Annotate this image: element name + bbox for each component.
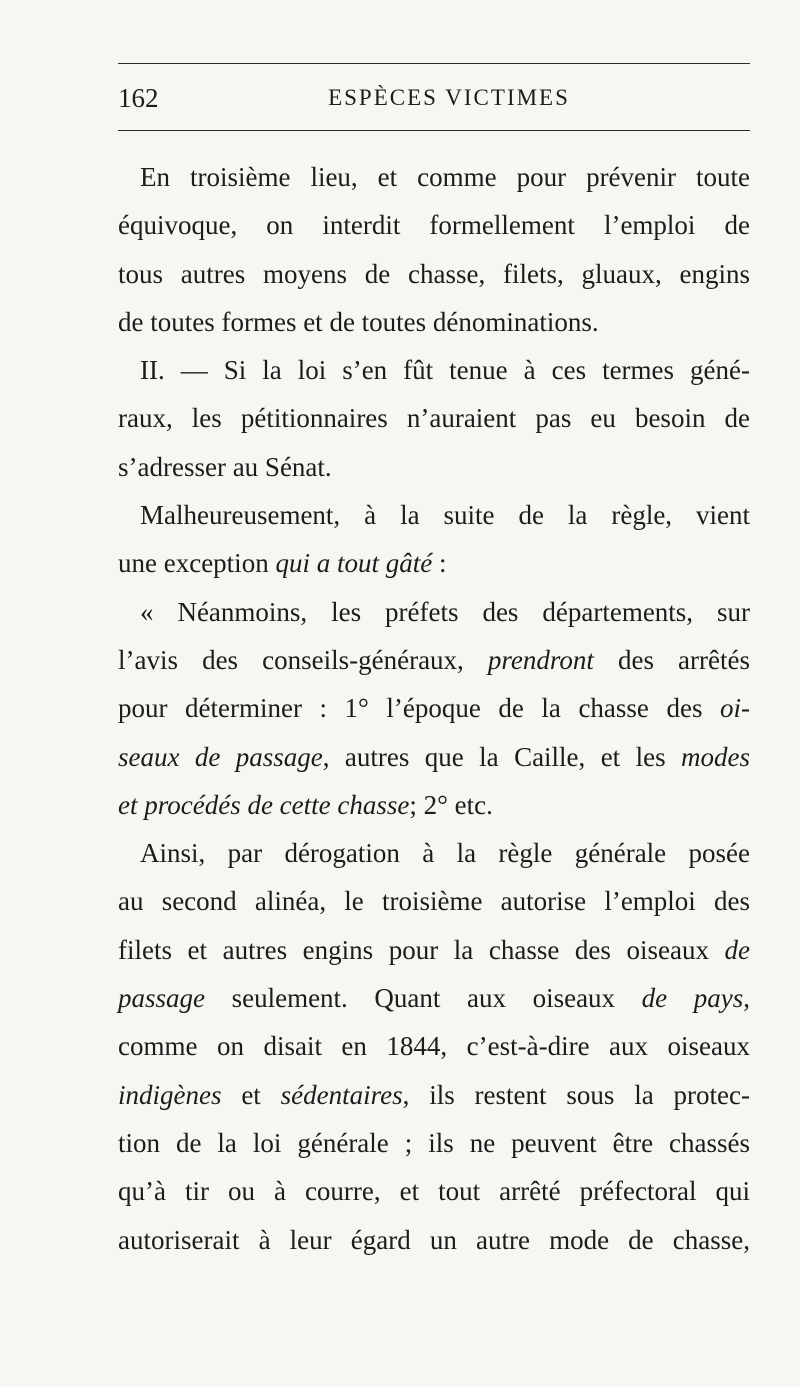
text-line: II. — Si la loi s’en fût tenue à ces termes géné- [140, 355, 750, 386]
text-line: équivoque, on interdit formellement l’emploi de [118, 210, 750, 241]
page-header [118, 76, 750, 120]
running-title: ESPÈCES VICTIMES [328, 85, 570, 110]
text-line: tion de la loi générale ; ils ne peuvent être chassés [118, 1127, 750, 1158]
top-rule [118, 63, 750, 64]
text-line: de toutes formes et de toutes dénominations. [118, 306, 599, 337]
text-line: comme on disait en 1844, c’est-à-dire aux oiseaux [118, 1031, 750, 1062]
text-line: Malheureusement, à la suite de la règle, vient [140, 500, 750, 531]
text-line: et procédés de cette chasse; 2° etc. [118, 789, 493, 820]
text-line: l’avis des conseils-généraux, prendront des arrêtés [118, 644, 750, 675]
text-line: pour déterminer : 1° l’époque de la chasse des oi- [118, 693, 750, 724]
header-rule [118, 130, 750, 131]
text-line: autoriserait à leur égard un autre mode de chasse, [118, 1224, 750, 1255]
page-number: 162 [118, 83, 159, 113]
text-line: au second alinéa, le troisième autorise l’emploi des [118, 886, 750, 917]
body-text [118, 153, 750, 1264]
text-line: raux, les pétitionnaires n’auraient pas eu besoin de [118, 403, 750, 434]
text-line: « Néanmoins, les préfets des départements, sur [140, 596, 750, 627]
text-line: filets et autres engins pour la chasse des oiseaux de [118, 934, 750, 965]
text-line: s’adresser au Sénat. [118, 451, 332, 482]
text-line: qu’à tir ou à courre, et tout arrêté préfectoral qui [118, 1176, 750, 1207]
text-line: seaux de passage, autres que la Caille, et les modes [118, 741, 750, 772]
text-line: Ainsi, par dérogation à la règle générale posée [140, 838, 750, 869]
text-line: une exception qui a tout gâté : [118, 548, 447, 579]
text-line: En troisième lieu, et comme pour prévenir toute [140, 162, 750, 192]
text-line: indigènes et sédentaires, ils restent sous la protec- [118, 1079, 750, 1110]
text-line: passage seulement. Quant aux oiseaux de pays, [118, 983, 750, 1014]
text-line: tous autres moyens de chasse, filets, gluaux, engins [118, 258, 750, 289]
